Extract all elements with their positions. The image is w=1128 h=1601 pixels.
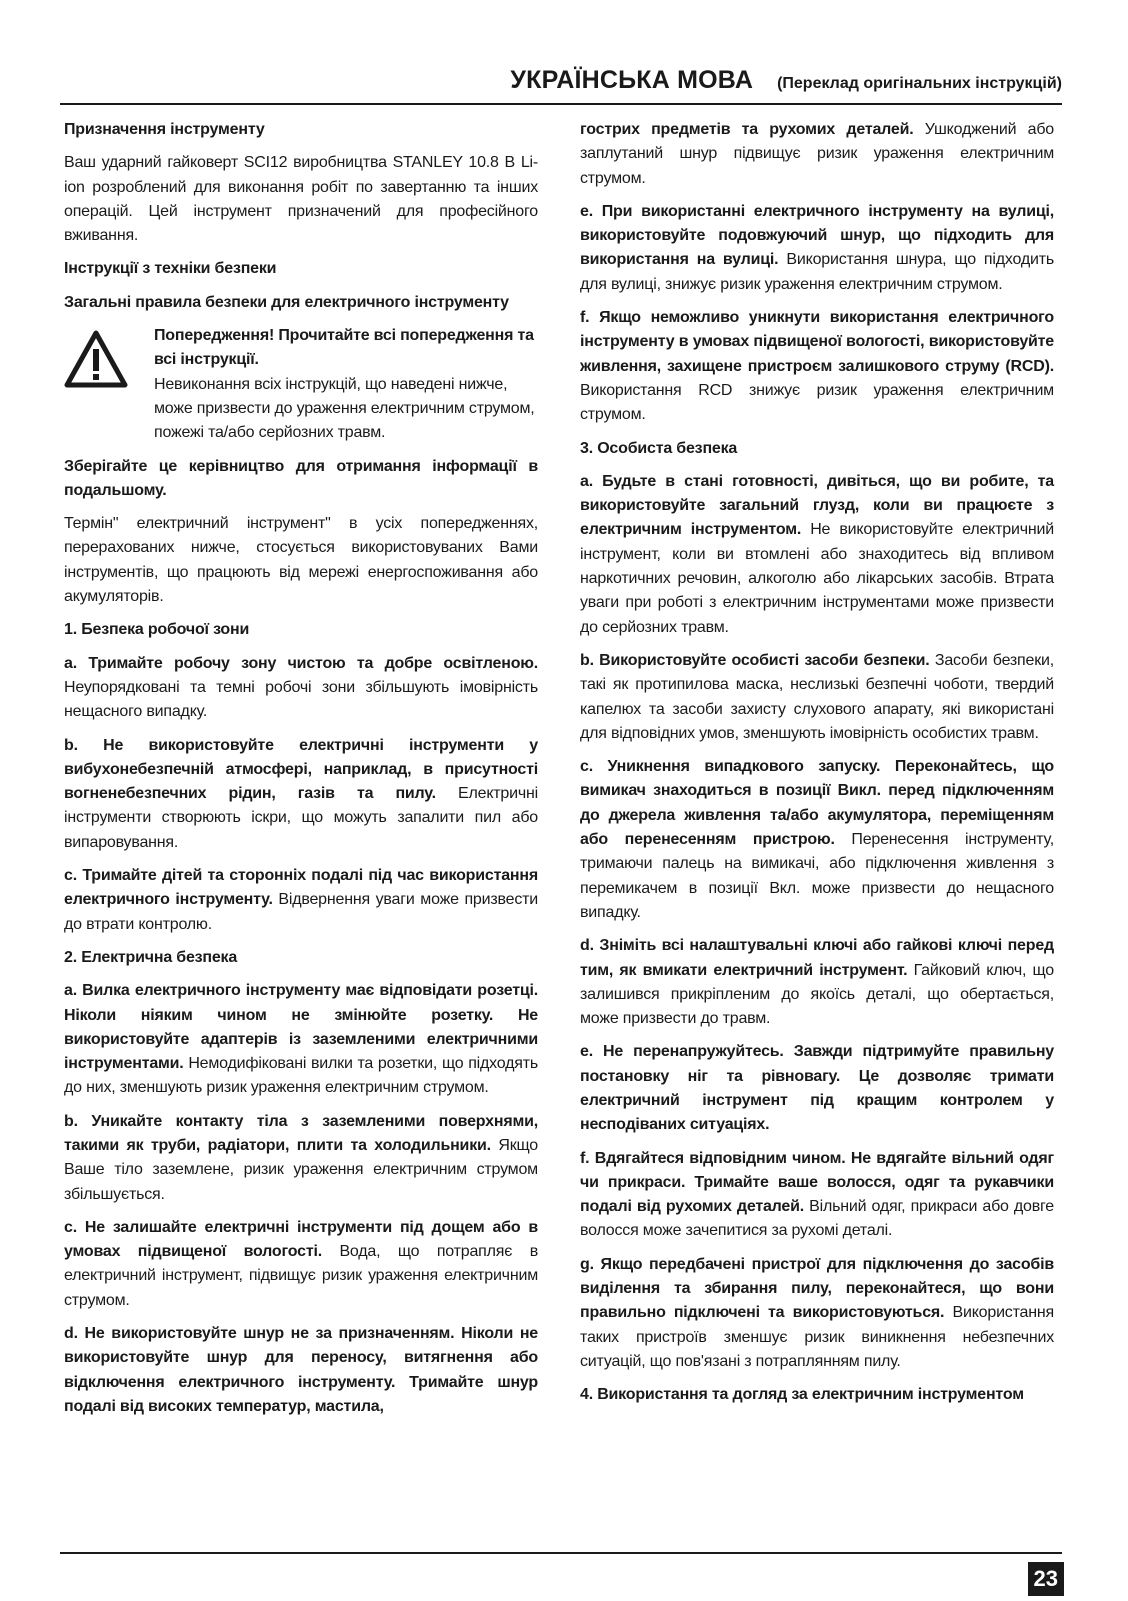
section-heading: 1. Безпека робочої зони bbox=[64, 621, 250, 639]
paragraph: Термін" електричний інструмент" в усіх попередженнях, перерахованих нижче, стосується використовуваних Вами інструментів, що працюють від мережі енергоспоживання або акумуляторів. bbox=[64, 515, 538, 606]
list-item: b. Не використовуйте електричні інструменти у вибухонебезпечній атмосфері, наприклад, в присутності вогненебезпечних рідин, газів та пилу. Електричні інструменти створюють іскри, що можуть запалити пил або випаровування. bbox=[64, 736, 538, 851]
warning-block bbox=[64, 324, 538, 445]
list-item: a. Тримайте робочу зону чистою та добре освітленою. Неупорядковані та темні робочі зони збільшують імовірність нещасного випадку. bbox=[64, 654, 538, 721]
language-title: УКРАЇНСЬКА МОВА bbox=[510, 66, 754, 94]
page-number: 23 bbox=[1028, 1562, 1064, 1596]
warning-triangle-icon bbox=[64, 324, 154, 445]
list-item: g. Якщо передбачені пристрої для підключення до засобів виділення та збирання пилу, переконайтеся, що вони правильно підключені та використовуються. Використання таких пристроїв зменшує ризик виникнення небезпечних ситуацій, що пов'язані з потраплянням пилу. bbox=[580, 1255, 1054, 1370]
list-item: b. Уникайте контакту тіла з заземленими поверхнями, такими як труби, радіатори, плити та холодильники. Якщо Ваше тіло заземлене, ризик ураження електричним струмом збільшується. bbox=[64, 1112, 538, 1203]
list-item: a. Вилка електричного інструменту має відповідати розетці. Ніколи ніяким чином не змінюйте розетку. Не використовуйте адаптерів із заземленими електричними інструментами. Немодифіковані вилки та розетки, що підходять до них, зменшують ризик ураження електричним струмом. bbox=[64, 982, 538, 1097]
section-heading: Інструкції з техніки безпеки bbox=[64, 260, 277, 278]
list-item: f. Вдягайтеся відповідним чином. Не вдягайте вільний одяг чи прикраси. Тримайте ваше волосся, одяг та рукавчики подалі від рухомих деталей. Вільний одяг, прикраси або довге волосся може зачепитися за рухомі деталі. bbox=[580, 1149, 1054, 1240]
list-item: d. Зніміть всі налаштувальні ключі або гайкові ключі перед тим, як вмикати електричний інструмент. Гайковий ключ, що залишився прикріпленим до якоїсь деталі, що обертається, може призвести до травм. bbox=[580, 937, 1054, 1028]
paragraph: Ваш ударний гайковерт SCI12 виробництва STANLEY 10.8 В Li-ion розроблений для виконання робіт по завертанню та інших операцій. Цей інструмент призначений для професійного вживання. bbox=[64, 154, 538, 245]
right-column bbox=[580, 118, 1054, 1417]
left-column bbox=[64, 118, 538, 1428]
section-heading: Призначення інструменту bbox=[64, 121, 265, 138]
warning-title: Попередження! Прочитайте всі попередження та всі інструкції. bbox=[154, 327, 534, 369]
list-item: гострих предметів та рухомих деталей. Ушкоджений або заплутаний шнур підвищує ризик ураження електричним струмом. bbox=[580, 121, 1054, 187]
warning-body: Невиконання всіх інструкцій, що наведені нижче, може призвести до ураження електричним струмом, пожежі та/або серйозних травм. bbox=[154, 375, 535, 442]
section-heading: 2. Електрична безпека bbox=[64, 948, 238, 966]
page-header bbox=[60, 66, 1062, 95]
header-rule bbox=[60, 103, 1062, 105]
list-item: e. При використанні електричного інструменту на вулиці, використовуйте подовжуючий шнур, що підходить для використання на вулиці. Використання шнура, що підходить для вулиці, знижує ризик ураження електричним струмом. bbox=[580, 202, 1054, 293]
keep-note: Зберігайте це керівництво для отримання інформації в подальшому. bbox=[64, 457, 538, 499]
list-item: c. Не залишайте електричні інструменти під дощем або в умовах підвищеної вологості. Вода, що потрапляє в електричний інструмент, підвищує ризик ураження електричним струмом. bbox=[64, 1218, 538, 1309]
list-item: e. Не перенапружуйтесь. Завжди підтримуйте правильну постановку ніг та рівновагу. Це дозволяє тримати електричний інструмент під кращим контролем у несподіваних ситуаціях. bbox=[580, 1043, 1054, 1134]
section-heading: 4. Використання та догляд за електричним інструментом bbox=[580, 1386, 1024, 1404]
section-heading: 3. Особиста безпека bbox=[580, 439, 738, 457]
list-item: f. Якщо неможливо уникнути використання електричного інструменту в умовах підвищеної вологості, використовуйте живлення, захищене пристроєм залишкового струму (RCD). Використання RCD знижує ризик ураження електричним струмом. bbox=[580, 309, 1054, 424]
section-heading: Загальні правила безпеки для електричного інструменту bbox=[64, 293, 509, 311]
list-item: d. Не використовуйте шнур не за призначенням. Ніколи не використовуйте шнур для переносу, витягнення або відключення електричного інструменту. Тримайте шнур подалі від високих температур, мастила, bbox=[64, 1325, 538, 1415]
header-subtitle: (Переклад оригінальних інструкцій) bbox=[777, 75, 1062, 92]
list-item: c. Уникнення випадкового запуску. Переконайтесь, що вимикач знаходиться в позиції Викл. перед підключенням до джерела живлення та/або акумулятора, переміщенням або перенесенням пристрою. Перенесення інструменту, тримаючи палець на вимикачі, або підключення живлення з перемикачем в позиції Вкл. може призвести до нещасного випадку. bbox=[580, 758, 1055, 921]
list-item: a. Будьте в стані готовності, дивіться, що ви робите, та використовуйте загальний глузд, коли ви працюєте з електричним інструментом. Не використовуйте електричний інструмент, коли ви втомлені або знаходитесь від впливом наркотичних речовин, алкоголю або лікарських засобів. Втрата уваги при роботі з електричним інструментами може призвести до серйозних травм. bbox=[580, 472, 1054, 636]
footer-rule bbox=[60, 1552, 1062, 1554]
list-item: c. Тримайте дітей та сторонніх подалі під час використання електричного інструменту. Відвернення уваги може призвести до втрати контролю. bbox=[64, 867, 538, 933]
list-item: b. Використовуйте особисті засоби безпеки. Засоби безпеки, такі як протипилова маска, неслизькі безпечні чоботи, твердий капелюх та засоби захисту слухового апарату, які використані для відповідних умов, зменшують імовірність особистих травм. bbox=[580, 651, 1055, 742]
